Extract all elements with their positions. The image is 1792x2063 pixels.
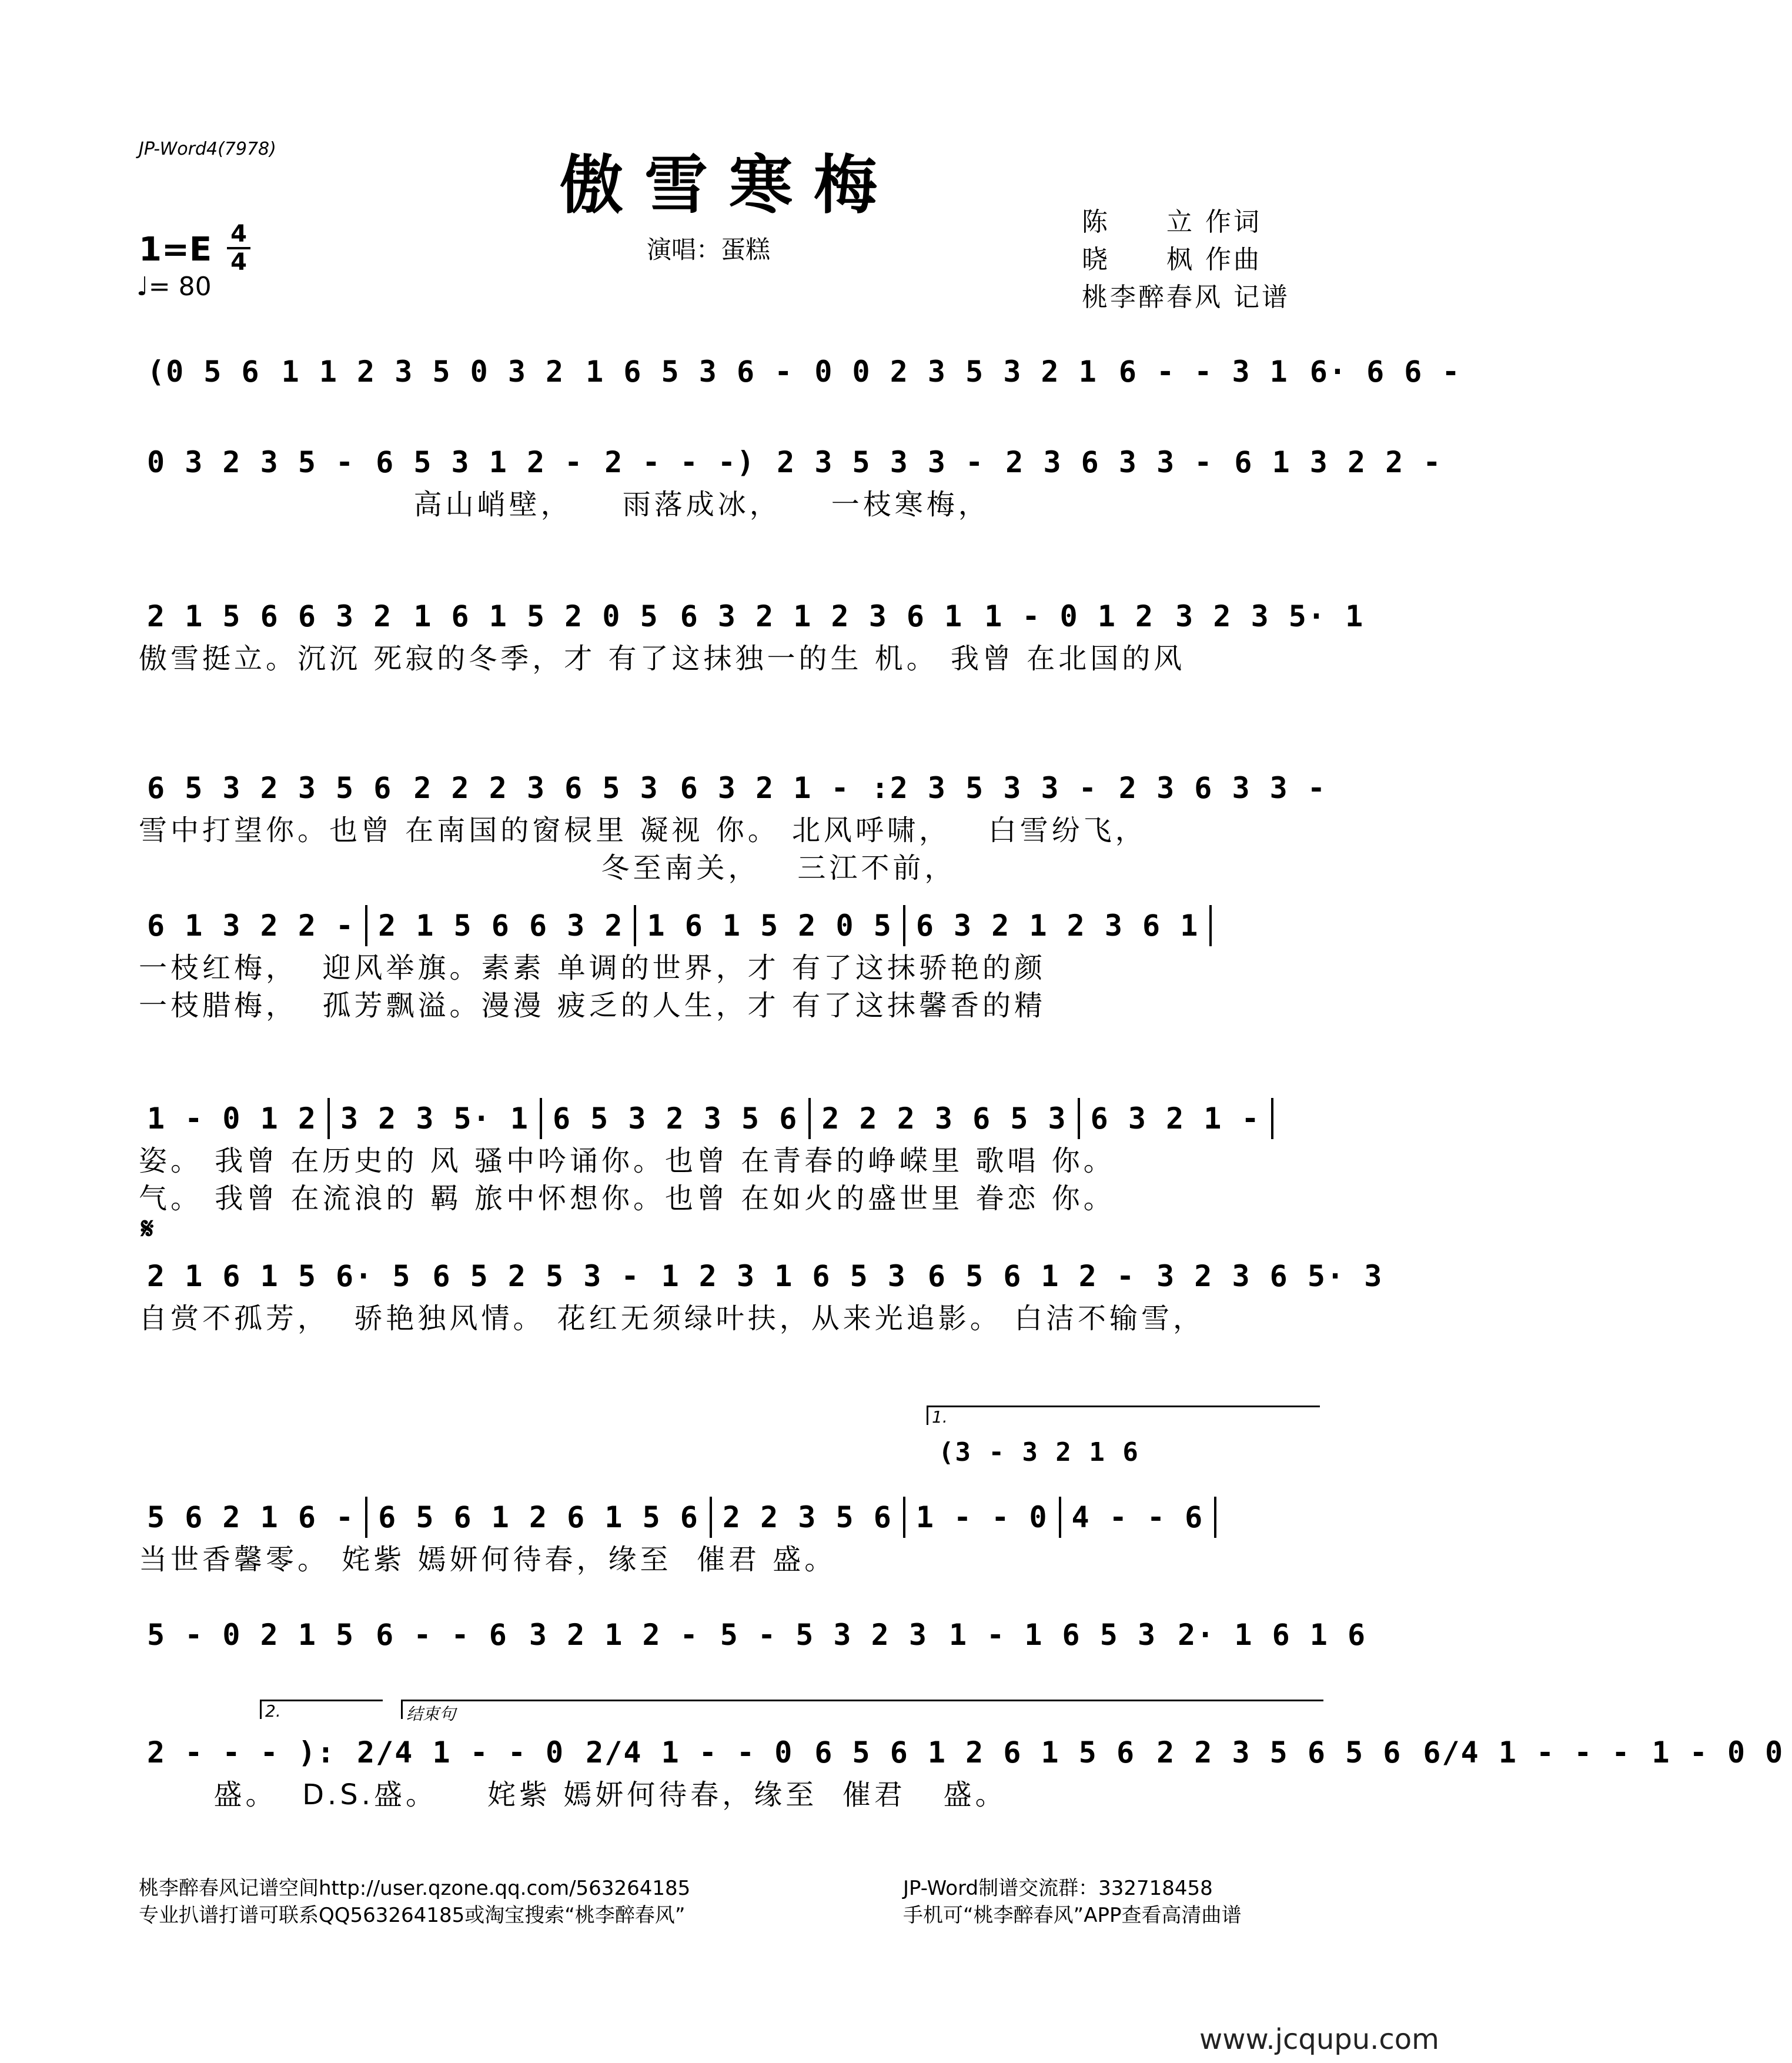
- measure: 6 1 3 2 2 -: [147, 909, 355, 943]
- measure: 6 5 6 1 2 -: [927, 1259, 1136, 1293]
- barline: [1209, 905, 1212, 946]
- measure: :2 3 5 3 3 -: [871, 771, 1098, 805]
- measure: 2 2 3 5 6 5 6: [1156, 1735, 1402, 1770]
- footer-app: 手机可“桃李醉春风”APP查看高清曲谱: [903, 1904, 1242, 1927]
- footer-contact: 专业扒谱打谱可联系QQ563264185或淘宝搜索“桃李醉春风”: [139, 1904, 686, 1927]
- lyric-verse-1: 当世香馨零。 姹紫 嫣妍何待春，缘至 催君 盛。: [139, 1543, 837, 1576]
- measure: 2 1 6 1 5 6· 5: [147, 1259, 412, 1293]
- barline: [327, 1098, 330, 1139]
- staff-row: [139, 1211, 1383, 1337]
- barline: [365, 905, 367, 946]
- measure: 2/4 1 - - 0: [586, 1735, 794, 1770]
- singer-credit: 演唱：蛋糕: [647, 235, 771, 264]
- footer-group: JP-Word制谱交流群：332718458: [903, 1877, 1213, 1900]
- time-signature-top: 4: [230, 221, 247, 248]
- barline: [1078, 1098, 1080, 1139]
- footer-website: 桃李醉春风记谱空间http://user.qzone.qq.com/563264185: [139, 1877, 691, 1900]
- notation-line: [139, 439, 1442, 486]
- lyric-verse-1: 盛。 D.S.盛。 姹紫 嫣妍何待春，缘至 催君 盛。: [139, 1778, 1007, 1811]
- measure: 2 3 5 3 3 -: [777, 445, 985, 479]
- measure: 6/4 1 - - -: [1423, 1735, 1631, 1770]
- barline: [903, 905, 905, 946]
- lyric-verse-1: 一枝红梅， 迎风举旗。素素 单调的世界，才 有了这抹骄艳的颜: [139, 952, 1047, 984]
- measure: 6 3 2 1 -: [1090, 1101, 1261, 1136]
- measure: 1 6 1 5 2 0 5: [413, 599, 659, 633]
- barline: [903, 1497, 905, 1538]
- notation-line: [139, 1729, 1784, 1776]
- measure: 2/4 1 - - 0: [357, 1735, 565, 1770]
- measure: 1 1 2 3 5 0 3 2: [281, 355, 565, 389]
- barline: [710, 1497, 712, 1538]
- software-label: JP-Word4(7978): [139, 139, 276, 159]
- measure: 6 5 3 2 3 5 6: [552, 1101, 798, 1136]
- staff-row: [139, 1407, 1322, 1578]
- notation-line: [139, 593, 1365, 640]
- lyric-verse-1: 雪中打望你。也曾 在南国的窗棂里 凝视 你。 北风呼啸， 白雪纷飞，: [139, 814, 1147, 847]
- measure: 1 6 5 3 6 -: [586, 355, 794, 389]
- watermark: www.jcqupu.com: [1199, 2023, 1439, 2056]
- lyric-verse-1: 姿。 我曾 在历史的 风 骚中吟诵你。也曾 在青春的峥嵘里 歌唱 你。: [139, 1144, 1115, 1177]
- lyricist-credit: 陈 立 作词: [1082, 207, 1262, 237]
- volta-first-ending: 1.: [927, 1406, 1320, 1425]
- ending-phrase-label: 结束句: [401, 1700, 1323, 1719]
- staff-row: [139, 348, 1461, 395]
- staff-row: [139, 1701, 1784, 1814]
- measure: 2 - - -): [604, 445, 756, 479]
- measure: 5 - 5 3 2 3: [720, 1618, 928, 1652]
- measure: 5 - 0 2 1 5: [147, 1618, 355, 1652]
- measure: 0 0 2 3 5 3 2 1: [814, 355, 1098, 389]
- barline: [1214, 1497, 1216, 1538]
- measure: 6 5 3 1 2 -: [376, 445, 584, 479]
- measure: 5 6 2 1 6 -: [147, 1500, 355, 1534]
- staff-row: [139, 593, 1365, 677]
- measure: 1 - 0 1 2: [147, 1101, 317, 1136]
- composer-credit: 晓 枫 作曲: [1082, 245, 1262, 275]
- measure: 6 1 3 2 2 -: [1234, 445, 1442, 479]
- author-credits: [1082, 203, 1290, 316]
- staff-row: [139, 1611, 1367, 1658]
- barline: [540, 1098, 542, 1139]
- staff-row: [139, 765, 1326, 887]
- lyric-verse-1: 高山峭壁， 雨落成冰， 一枝寒梅，: [139, 488, 990, 521]
- lyric-verse-2: 一枝腊梅， 孤芳飘溢。漫漫 疲乏的人生，才 有了这抹馨香的精: [139, 989, 1047, 1022]
- measure: 1 - - 0: [915, 1500, 1048, 1534]
- measure: 2 3 6 3 3 -: [1118, 771, 1326, 805]
- notation-line: [139, 902, 1322, 949]
- barline: [365, 1497, 367, 1538]
- measure: 2 3 6 3 3 -: [1005, 445, 1213, 479]
- measure: 1 6 1 5 2 0 5: [647, 909, 892, 943]
- measure: 6 3 2 1 -: [680, 771, 850, 805]
- measure: 2 2 2 3 6 5 3: [821, 1101, 1067, 1136]
- transcriber-credit: 桃李醉春风 记谱: [1082, 282, 1290, 312]
- staff-row: [139, 902, 1322, 1024]
- measure: 6 5 6 1 2 6 1 5 6: [378, 1500, 699, 1534]
- volta-second-ending: 2.: [260, 1700, 383, 1719]
- measure: 6 - - 6: [376, 1618, 508, 1652]
- measure: 1 - 1 6 5 3: [948, 1618, 1157, 1652]
- measure: (0 5 6: [147, 355, 260, 389]
- measure: 6 5 3 2 3 5 6: [147, 771, 393, 805]
- barline: [1271, 1098, 1273, 1139]
- measure: 2 2 2 3 6 5 3: [413, 771, 659, 805]
- lyric-verse-1: 自赏不孤芳， 骄艳独风情。 花红无须绿叶扶，从来光追影。 白洁不输雪，: [139, 1302, 1205, 1335]
- tempo-mark: ♩= 80: [136, 272, 212, 302]
- measure: 3 2 1 2 -: [529, 1618, 699, 1652]
- measure: 1 - 0 0: [1651, 1735, 1784, 1770]
- measure: 6 3 2 1 2 3 6 1: [915, 909, 1199, 943]
- barline: [1059, 1497, 1061, 1538]
- measure: 2 - - - ):: [147, 1735, 336, 1770]
- staff-row: [139, 1095, 1322, 1217]
- staff-row: [139, 439, 1442, 523]
- measure: 3 2 3 5· 1: [340, 1101, 529, 1136]
- time-signature-bottom: 4: [230, 249, 247, 276]
- notation-line: [139, 1095, 1322, 1142]
- segno-sign: 𝄋: [141, 1211, 154, 1246]
- measure: 2 1 5 6 6 3 2: [378, 909, 624, 943]
- measure: 6 3 2 1 2 3 6 1: [680, 599, 964, 633]
- measure: 2· 1 6 1 6: [1178, 1618, 1367, 1652]
- measure: 6 5 6 1 2 6 1 5 6: [814, 1735, 1136, 1770]
- barline: [808, 1098, 811, 1139]
- measure: 2 1 5 6 6 3 2: [147, 599, 393, 633]
- measure: 1 - 0 1 2: [984, 599, 1155, 633]
- notation-line: [139, 1611, 1367, 1658]
- volta-upper-notes: (3 - 3 2 1 6: [938, 1437, 1139, 1467]
- notation-line: [139, 1494, 1322, 1541]
- measure: 3 2 3 5· 1: [1175, 599, 1365, 633]
- barline: [634, 905, 636, 946]
- notation-line: [139, 348, 1461, 395]
- measure: 1 2 3 1 6 5 3: [661, 1259, 907, 1293]
- lyric-verse-2: 冬至南关， 三江不前，: [139, 852, 957, 884]
- footer-right: [903, 1875, 1242, 1929]
- lyric-verse-1: 傲雪挺立。沉沉 死寂的冬季，才 有了这抹独一的生 机。 我曾 在北国的风: [139, 642, 1186, 675]
- footer-left: [139, 1875, 690, 1929]
- measure: 4 - - 6: [1071, 1500, 1204, 1534]
- measure: 6 - - 3 1: [1118, 355, 1289, 389]
- lyric-verse-2: 气。 我曾 在流浪的 羁 旅中怀想你。也曾 在如火的盛世里 眷恋 你。: [139, 1182, 1115, 1215]
- measure: 2 2 3 5 6: [722, 1500, 892, 1534]
- measure: 6 5 2 5 3 -: [432, 1259, 640, 1293]
- page-title: 傲雪寒梅: [559, 149, 898, 222]
- key-signature: 1=E: [139, 231, 212, 269]
- notation-line: [139, 765, 1326, 812]
- notation-line: [139, 1253, 1383, 1300]
- time-signature: [227, 222, 250, 274]
- measure: 0 3 2 3 5 -: [147, 445, 355, 479]
- measure: 6· 6 6 -: [1309, 355, 1461, 389]
- measure: 3 2 3 6 5· 3: [1156, 1259, 1383, 1293]
